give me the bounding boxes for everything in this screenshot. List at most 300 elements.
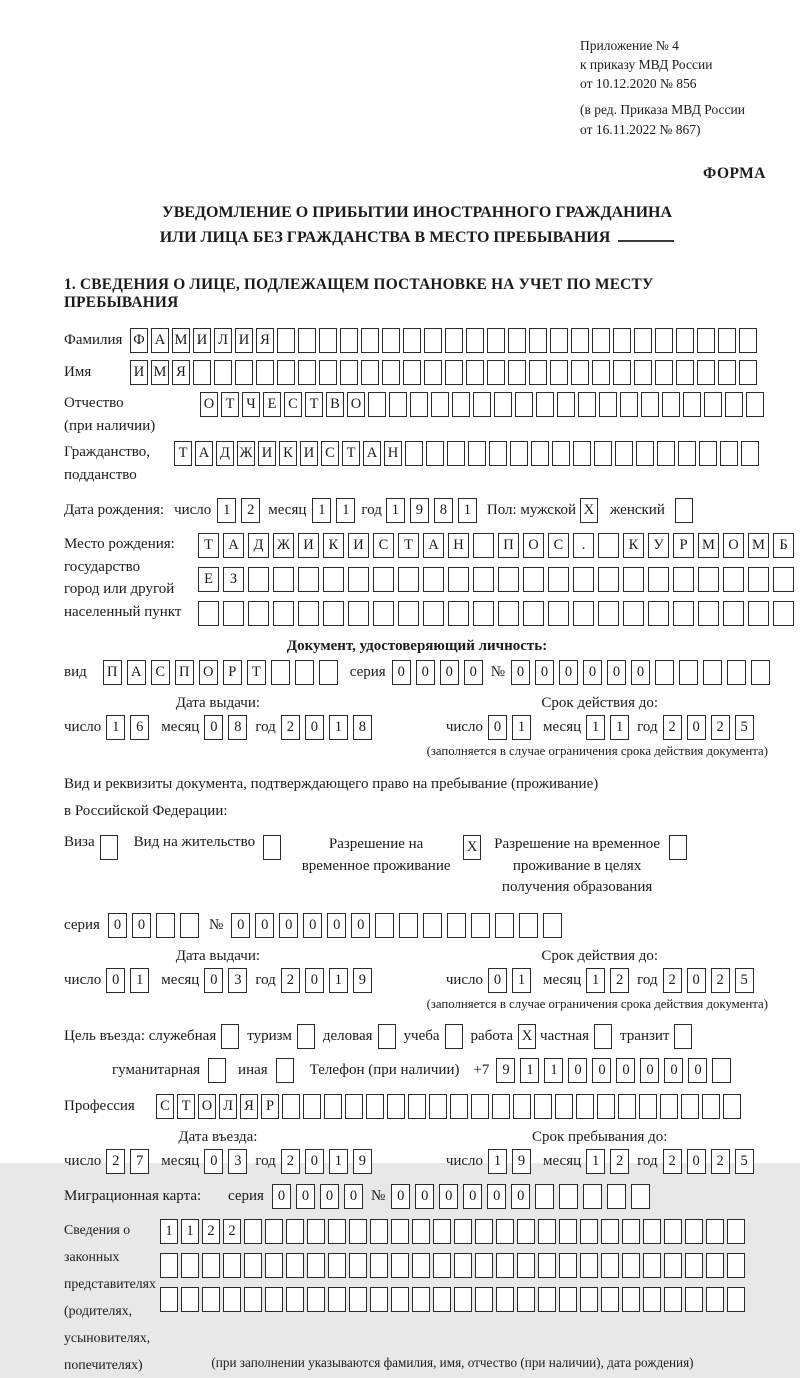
char-cell[interactable] xyxy=(387,1094,405,1119)
char-cell[interactable] xyxy=(256,360,274,385)
char-cell[interactable]: 0 xyxy=(487,1184,506,1209)
char-cell[interactable]: 1 xyxy=(329,715,348,740)
char-cell[interactable] xyxy=(510,441,528,466)
char-cell[interactable] xyxy=(468,441,486,466)
char-cell[interactable] xyxy=(517,1287,535,1312)
char-cell[interactable]: Д xyxy=(248,533,269,558)
char-cell[interactable] xyxy=(412,1219,430,1244)
char-cell[interactable]: О xyxy=(198,1094,216,1119)
char-cell[interactable] xyxy=(391,1287,409,1312)
char-cell[interactable] xyxy=(636,441,654,466)
char-cell[interactable] xyxy=(534,1094,552,1119)
char-cell[interactable] xyxy=(426,441,444,466)
char-cell[interactable] xyxy=(643,1253,661,1278)
char-cell[interactable]: 9 xyxy=(410,498,429,523)
char-cell[interactable]: 0 xyxy=(305,1149,324,1174)
char-cell[interactable] xyxy=(741,441,759,466)
char-cell[interactable] xyxy=(424,360,442,385)
char-cell[interactable] xyxy=(634,328,652,353)
char-cell[interactable] xyxy=(373,601,394,626)
char-cell[interactable] xyxy=(276,1058,294,1083)
char-cell[interactable]: 1 xyxy=(106,715,125,740)
char-cell[interactable] xyxy=(286,1253,304,1278)
char-cell[interactable]: 2 xyxy=(106,1149,125,1174)
char-cell[interactable] xyxy=(373,567,394,592)
char-cell[interactable] xyxy=(727,1219,745,1244)
char-cell[interactable] xyxy=(319,660,338,685)
char-cell[interactable]: А xyxy=(363,441,381,466)
char-cell[interactable]: А xyxy=(127,660,146,685)
char-cell[interactable]: 0 xyxy=(351,913,370,938)
char-cell[interactable]: И xyxy=(298,533,319,558)
char-cell[interactable] xyxy=(523,567,544,592)
char-cell[interactable] xyxy=(669,835,687,860)
char-cell[interactable] xyxy=(550,360,568,385)
char-cell[interactable] xyxy=(513,1094,531,1119)
char-cell[interactable] xyxy=(298,567,319,592)
char-cell[interactable] xyxy=(648,601,669,626)
char-cell[interactable] xyxy=(685,1219,703,1244)
char-cell[interactable] xyxy=(698,601,719,626)
char-cell[interactable]: 0 xyxy=(392,660,411,685)
char-cell[interactable]: М xyxy=(698,533,719,558)
char-cell[interactable] xyxy=(221,1024,239,1049)
char-cell[interactable]: 0 xyxy=(303,913,322,938)
char-cell[interactable]: 1 xyxy=(586,968,605,993)
char-cell[interactable]: 0 xyxy=(640,1058,659,1083)
char-cell[interactable]: 1 xyxy=(610,715,629,740)
char-cell[interactable] xyxy=(193,360,211,385)
char-cell[interactable]: 0 xyxy=(305,968,324,993)
char-cell[interactable]: О xyxy=(347,392,365,417)
char-cell[interactable]: Я xyxy=(256,328,274,353)
char-cell[interactable] xyxy=(592,360,610,385)
char-cell[interactable]: Т xyxy=(305,392,323,417)
char-cell[interactable] xyxy=(538,1253,556,1278)
char-cell[interactable] xyxy=(100,835,118,860)
char-cell[interactable]: 0 xyxy=(440,660,459,685)
char-cell[interactable] xyxy=(704,392,722,417)
char-cell[interactable] xyxy=(160,1253,178,1278)
char-cell[interactable]: 1 xyxy=(458,498,477,523)
char-cell[interactable] xyxy=(452,392,470,417)
char-cell[interactable] xyxy=(529,360,547,385)
char-cell[interactable] xyxy=(643,1287,661,1312)
char-cell[interactable] xyxy=(529,328,547,353)
char-cell[interactable] xyxy=(271,660,290,685)
char-cell[interactable] xyxy=(634,360,652,385)
char-cell[interactable] xyxy=(368,392,386,417)
char-cell[interactable] xyxy=(773,567,794,592)
char-cell[interactable]: Ж xyxy=(237,441,255,466)
char-cell[interactable] xyxy=(623,601,644,626)
char-cell[interactable] xyxy=(433,1219,451,1244)
char-cell[interactable]: 9 xyxy=(496,1058,515,1083)
char-cell[interactable]: 0 xyxy=(535,660,554,685)
char-cell[interactable] xyxy=(466,360,484,385)
char-cell[interactable]: 0 xyxy=(488,968,507,993)
char-cell[interactable] xyxy=(773,601,794,626)
char-cell[interactable] xyxy=(429,1094,447,1119)
char-cell[interactable] xyxy=(622,1219,640,1244)
char-cell[interactable] xyxy=(508,328,526,353)
char-cell[interactable] xyxy=(466,328,484,353)
char-cell[interactable]: 0 xyxy=(511,660,530,685)
char-cell[interactable] xyxy=(370,1253,388,1278)
char-cell[interactable]: 0 xyxy=(279,913,298,938)
char-cell[interactable] xyxy=(412,1253,430,1278)
char-cell[interactable]: 1 xyxy=(329,1149,348,1174)
char-cell[interactable]: 2 xyxy=(241,498,260,523)
char-cell[interactable] xyxy=(683,392,701,417)
char-cell[interactable] xyxy=(273,601,294,626)
char-cell[interactable] xyxy=(664,1287,682,1312)
char-cell[interactable]: 2 xyxy=(663,715,682,740)
char-cell[interactable] xyxy=(641,392,659,417)
char-cell[interactable] xyxy=(265,1287,283,1312)
char-cell[interactable]: О xyxy=(523,533,544,558)
char-cell[interactable] xyxy=(181,1253,199,1278)
char-cell[interactable]: 2 xyxy=(281,715,300,740)
char-cell[interactable] xyxy=(548,601,569,626)
char-cell[interactable] xyxy=(536,392,554,417)
char-cell[interactable] xyxy=(423,913,442,938)
char-cell[interactable] xyxy=(559,1287,577,1312)
char-cell[interactable] xyxy=(607,1184,626,1209)
char-cell[interactable] xyxy=(623,567,644,592)
char-cell[interactable] xyxy=(576,1094,594,1119)
char-cell[interactable] xyxy=(718,360,736,385)
char-cell[interactable] xyxy=(725,392,743,417)
char-cell[interactable] xyxy=(454,1287,472,1312)
char-cell[interactable] xyxy=(723,1094,741,1119)
char-cell[interactable]: X xyxy=(580,498,598,523)
char-cell[interactable]: И xyxy=(130,360,148,385)
char-cell[interactable]: К xyxy=(623,533,644,558)
char-cell[interactable] xyxy=(454,1219,472,1244)
char-cell[interactable]: 0 xyxy=(320,1184,339,1209)
char-cell[interactable] xyxy=(706,1253,724,1278)
char-cell[interactable]: 5 xyxy=(735,1149,754,1174)
char-cell[interactable] xyxy=(445,360,463,385)
char-cell[interactable] xyxy=(664,1219,682,1244)
char-cell[interactable]: Н xyxy=(448,533,469,558)
char-cell[interactable] xyxy=(517,1219,535,1244)
char-cell[interactable] xyxy=(263,835,281,860)
char-cell[interactable] xyxy=(712,1058,731,1083)
char-cell[interactable] xyxy=(548,567,569,592)
char-cell[interactable]: Я xyxy=(172,360,190,385)
char-cell[interactable] xyxy=(662,392,680,417)
char-cell[interactable]: 0 xyxy=(231,913,250,938)
char-cell[interactable] xyxy=(423,601,444,626)
char-cell[interactable] xyxy=(307,1253,325,1278)
char-cell[interactable] xyxy=(697,360,715,385)
char-cell[interactable]: О xyxy=(723,533,744,558)
char-cell[interactable] xyxy=(543,913,562,938)
char-cell[interactable] xyxy=(340,328,358,353)
char-cell[interactable]: 0 xyxy=(327,913,346,938)
char-cell[interactable]: Е xyxy=(263,392,281,417)
char-cell[interactable]: 0 xyxy=(687,968,706,993)
char-cell[interactable]: 0 xyxy=(344,1184,363,1209)
char-cell[interactable]: 2 xyxy=(610,1149,629,1174)
char-cell[interactable]: 6 xyxy=(130,715,149,740)
char-cell[interactable] xyxy=(445,1024,463,1049)
char-cell[interactable] xyxy=(361,360,379,385)
char-cell[interactable] xyxy=(580,1287,598,1312)
char-cell[interactable] xyxy=(702,1094,720,1119)
char-cell[interactable] xyxy=(223,601,244,626)
char-cell[interactable]: С xyxy=(321,441,339,466)
char-cell[interactable] xyxy=(473,567,494,592)
char-cell[interactable] xyxy=(739,328,757,353)
char-cell[interactable]: С xyxy=(284,392,302,417)
char-cell[interactable]: 0 xyxy=(132,913,151,938)
char-cell[interactable] xyxy=(723,601,744,626)
char-cell[interactable]: 0 xyxy=(592,1058,611,1083)
char-cell[interactable]: 0 xyxy=(511,1184,530,1209)
char-cell[interactable]: 5 xyxy=(735,715,754,740)
char-cell[interactable] xyxy=(599,392,617,417)
char-cell[interactable] xyxy=(660,1094,678,1119)
char-cell[interactable]: 0 xyxy=(616,1058,635,1083)
char-cell[interactable] xyxy=(580,1253,598,1278)
char-cell[interactable] xyxy=(286,1287,304,1312)
char-cell[interactable]: 1 xyxy=(181,1219,199,1244)
char-cell[interactable]: 0 xyxy=(204,715,223,740)
char-cell[interactable] xyxy=(727,1287,745,1312)
char-cell[interactable]: Т xyxy=(398,533,419,558)
char-cell[interactable] xyxy=(348,601,369,626)
char-cell[interactable] xyxy=(244,1219,262,1244)
char-cell[interactable] xyxy=(655,328,673,353)
char-cell[interactable] xyxy=(559,1253,577,1278)
char-cell[interactable] xyxy=(598,533,619,558)
char-cell[interactable] xyxy=(578,392,596,417)
char-cell[interactable] xyxy=(471,913,490,938)
char-cell[interactable]: 0 xyxy=(583,660,602,685)
char-cell[interactable]: 0 xyxy=(272,1184,291,1209)
char-cell[interactable]: Т xyxy=(198,533,219,558)
char-cell[interactable]: А xyxy=(223,533,244,558)
char-cell[interactable]: 0 xyxy=(559,660,578,685)
char-cell[interactable]: 0 xyxy=(488,715,507,740)
char-cell[interactable]: 0 xyxy=(631,660,650,685)
char-cell[interactable]: И xyxy=(348,533,369,558)
char-cell[interactable] xyxy=(494,392,512,417)
char-cell[interactable] xyxy=(720,441,738,466)
char-cell[interactable] xyxy=(552,441,570,466)
char-cell[interactable] xyxy=(277,360,295,385)
char-cell[interactable]: Т xyxy=(177,1094,195,1119)
char-cell[interactable] xyxy=(448,601,469,626)
char-cell[interactable] xyxy=(681,1094,699,1119)
char-cell[interactable]: 7 xyxy=(130,1149,149,1174)
char-cell[interactable] xyxy=(248,601,269,626)
char-cell[interactable]: С xyxy=(156,1094,174,1119)
char-cell[interactable] xyxy=(324,1094,342,1119)
char-cell[interactable]: Л xyxy=(219,1094,237,1119)
char-cell[interactable]: 0 xyxy=(204,1149,223,1174)
char-cell[interactable] xyxy=(685,1287,703,1312)
char-cell[interactable] xyxy=(613,328,631,353)
char-cell[interactable]: М xyxy=(151,360,169,385)
char-cell[interactable]: Т xyxy=(221,392,239,417)
char-cell[interactable]: 0 xyxy=(391,1184,410,1209)
char-cell[interactable]: 2 xyxy=(711,968,730,993)
char-cell[interactable] xyxy=(739,360,757,385)
char-cell[interactable]: 1 xyxy=(512,715,531,740)
char-cell[interactable] xyxy=(679,660,698,685)
char-cell[interactable] xyxy=(643,1219,661,1244)
char-cell[interactable] xyxy=(244,1287,262,1312)
char-cell[interactable] xyxy=(475,1219,493,1244)
char-cell[interactable]: 1 xyxy=(329,968,348,993)
char-cell[interactable] xyxy=(298,360,316,385)
char-cell[interactable]: Р xyxy=(673,533,694,558)
char-cell[interactable] xyxy=(403,328,421,353)
char-cell[interactable] xyxy=(319,360,337,385)
char-cell[interactable] xyxy=(328,1253,346,1278)
char-cell[interactable] xyxy=(307,1287,325,1312)
char-cell[interactable] xyxy=(328,1287,346,1312)
char-cell[interactable] xyxy=(265,1253,283,1278)
char-cell[interactable] xyxy=(678,441,696,466)
char-cell[interactable] xyxy=(447,441,465,466)
char-cell[interactable] xyxy=(664,1253,682,1278)
char-cell[interactable]: 8 xyxy=(434,498,453,523)
char-cell[interactable] xyxy=(214,360,232,385)
char-cell[interactable]: Ф xyxy=(130,328,148,353)
char-cell[interactable]: 0 xyxy=(568,1058,587,1083)
char-cell[interactable] xyxy=(297,1024,315,1049)
char-cell[interactable] xyxy=(655,360,673,385)
char-cell[interactable]: 0 xyxy=(415,1184,434,1209)
char-cell[interactable] xyxy=(223,1287,241,1312)
char-cell[interactable] xyxy=(370,1219,388,1244)
char-cell[interactable] xyxy=(675,498,693,523)
char-cell[interactable]: И xyxy=(193,328,211,353)
char-cell[interactable]: 0 xyxy=(296,1184,315,1209)
char-cell[interactable] xyxy=(559,1219,577,1244)
char-cell[interactable]: 9 xyxy=(353,968,372,993)
char-cell[interactable]: 2 xyxy=(663,968,682,993)
char-cell[interactable] xyxy=(673,567,694,592)
char-cell[interactable]: 1 xyxy=(488,1149,507,1174)
char-cell[interactable]: 2 xyxy=(202,1219,220,1244)
char-cell[interactable] xyxy=(531,441,549,466)
char-cell[interactable] xyxy=(723,567,744,592)
char-cell[interactable] xyxy=(273,567,294,592)
char-cell[interactable]: 1 xyxy=(160,1219,178,1244)
char-cell[interactable] xyxy=(348,567,369,592)
char-cell[interactable] xyxy=(620,392,638,417)
char-cell[interactable]: 0 xyxy=(687,1149,706,1174)
char-cell[interactable]: 1 xyxy=(130,968,149,993)
char-cell[interactable] xyxy=(492,1094,510,1119)
char-cell[interactable] xyxy=(208,1058,226,1083)
char-cell[interactable] xyxy=(571,360,589,385)
char-cell[interactable]: Е xyxy=(198,567,219,592)
char-cell[interactable]: 2 xyxy=(711,715,730,740)
char-cell[interactable] xyxy=(601,1219,619,1244)
char-cell[interactable]: Я xyxy=(240,1094,258,1119)
char-cell[interactable] xyxy=(473,601,494,626)
char-cell[interactable] xyxy=(375,913,394,938)
char-cell[interactable] xyxy=(328,1219,346,1244)
char-cell[interactable] xyxy=(202,1287,220,1312)
char-cell[interactable] xyxy=(223,1253,241,1278)
char-cell[interactable] xyxy=(433,1287,451,1312)
char-cell[interactable] xyxy=(674,1024,692,1049)
char-cell[interactable] xyxy=(622,1287,640,1312)
char-cell[interactable]: 0 xyxy=(664,1058,683,1083)
char-cell[interactable]: Ж xyxy=(273,533,294,558)
char-cell[interactable]: О xyxy=(199,660,218,685)
char-cell[interactable]: 8 xyxy=(228,715,247,740)
char-cell[interactable] xyxy=(445,328,463,353)
char-cell[interactable] xyxy=(555,1094,573,1119)
char-cell[interactable] xyxy=(718,328,736,353)
char-cell[interactable] xyxy=(447,913,466,938)
char-cell[interactable] xyxy=(423,567,444,592)
char-cell[interactable] xyxy=(573,601,594,626)
char-cell[interactable] xyxy=(180,913,199,938)
char-cell[interactable]: Л xyxy=(214,328,232,353)
char-cell[interactable]: 2 xyxy=(711,1149,730,1174)
char-cell[interactable] xyxy=(389,392,407,417)
char-cell[interactable] xyxy=(727,1253,745,1278)
char-cell[interactable] xyxy=(410,392,428,417)
char-cell[interactable] xyxy=(198,601,219,626)
char-cell[interactable] xyxy=(519,913,538,938)
char-cell[interactable]: Б xyxy=(773,533,794,558)
char-cell[interactable]: X xyxy=(463,835,481,860)
char-cell[interactable]: А xyxy=(423,533,444,558)
char-cell[interactable]: Т xyxy=(342,441,360,466)
char-cell[interactable] xyxy=(698,567,719,592)
char-cell[interactable] xyxy=(391,1253,409,1278)
char-cell[interactable] xyxy=(340,360,358,385)
char-cell[interactable]: . xyxy=(573,533,594,558)
char-cell[interactable] xyxy=(349,1287,367,1312)
char-cell[interactable]: 0 xyxy=(607,660,626,685)
char-cell[interactable] xyxy=(727,660,746,685)
char-cell[interactable] xyxy=(489,441,507,466)
char-cell[interactable] xyxy=(349,1253,367,1278)
char-cell[interactable]: М xyxy=(172,328,190,353)
char-cell[interactable] xyxy=(487,360,505,385)
char-cell[interactable]: У xyxy=(648,533,669,558)
char-cell[interactable] xyxy=(538,1287,556,1312)
char-cell[interactable] xyxy=(676,328,694,353)
char-cell[interactable]: 2 xyxy=(610,968,629,993)
char-cell[interactable] xyxy=(580,1219,598,1244)
char-cell[interactable] xyxy=(433,1253,451,1278)
char-cell[interactable] xyxy=(403,360,421,385)
char-cell[interactable] xyxy=(592,328,610,353)
char-cell[interactable] xyxy=(673,601,694,626)
char-cell[interactable]: П xyxy=(498,533,519,558)
char-cell[interactable] xyxy=(515,392,533,417)
char-cell[interactable] xyxy=(697,328,715,353)
char-cell[interactable]: П xyxy=(103,660,122,685)
char-cell[interactable]: Ч xyxy=(242,392,260,417)
char-cell[interactable]: Н xyxy=(384,441,402,466)
char-cell[interactable] xyxy=(495,913,514,938)
char-cell[interactable] xyxy=(618,1094,636,1119)
